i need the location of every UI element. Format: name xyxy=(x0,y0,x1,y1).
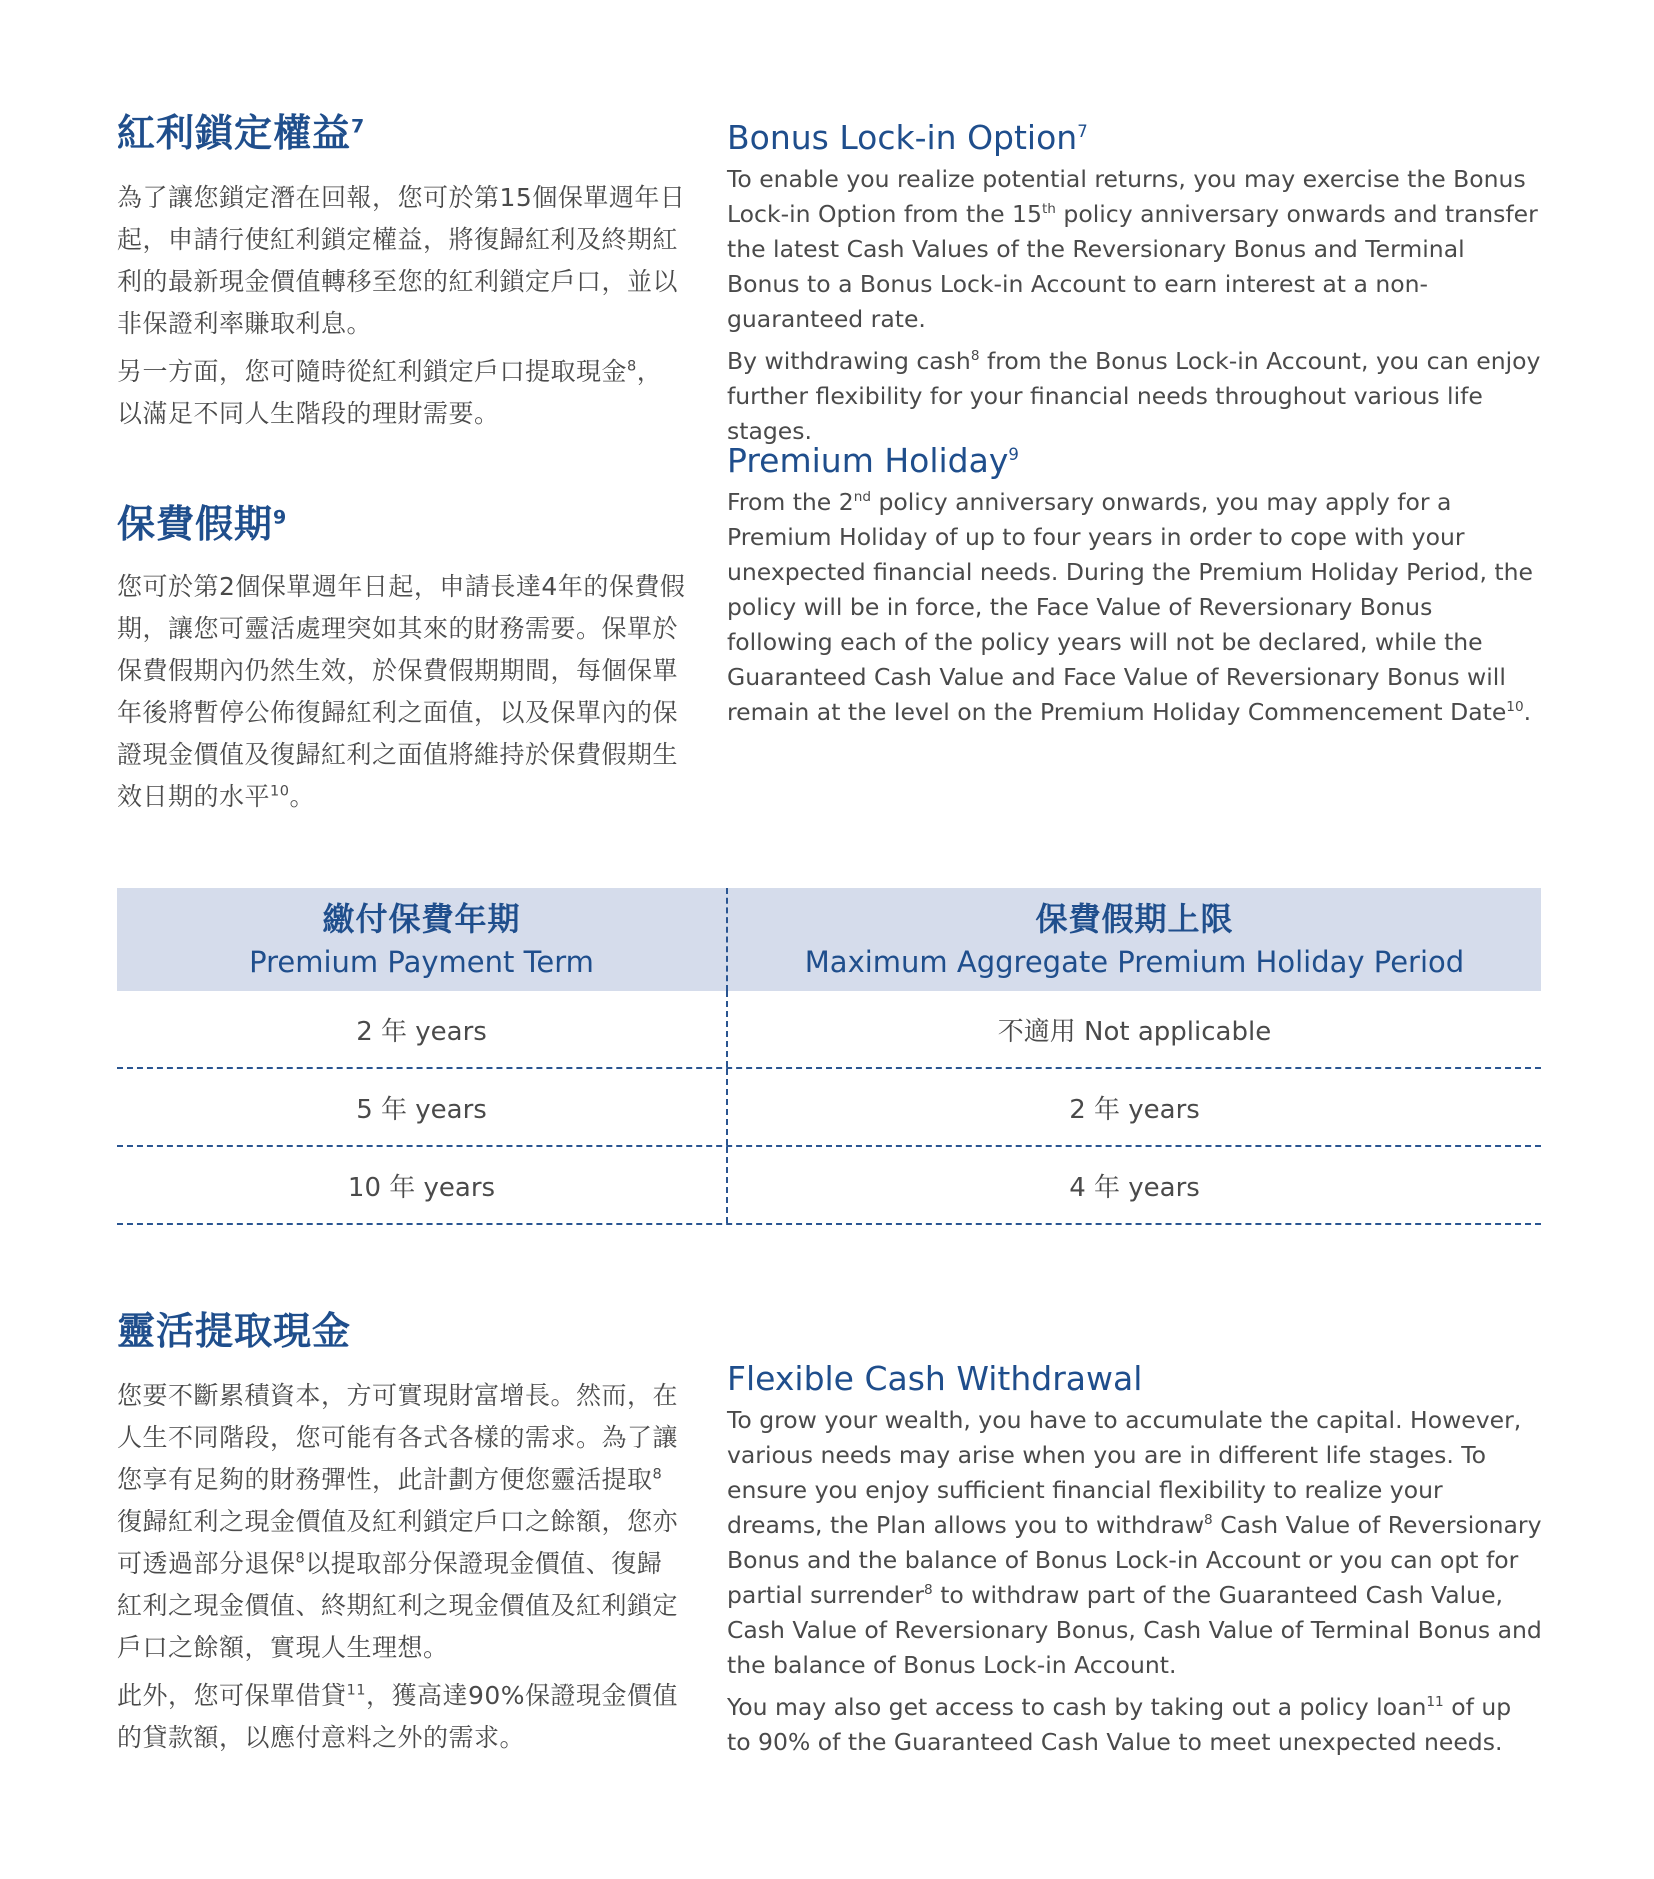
bonus-lock-zh-title: 紅利鎖定權益$^7$ xyxy=(117,111,366,155)
withdrawal-en-title: Flexible Cash Withdrawal xyxy=(727,1359,1143,1398)
table-cell-max: 4 年 years xyxy=(726,1147,1541,1223)
table-row xyxy=(117,991,1541,1069)
table-header xyxy=(117,888,1541,991)
table-row xyxy=(117,1147,1541,1225)
table-row xyxy=(117,1069,1541,1147)
premium-holiday-en-section xyxy=(727,439,1542,730)
withdrawal-zh-para-2: 此外，您可保單借貸$^{11}$，獲高達90%保證現金價值的貸款額，以應付意料之外的需求。 xyxy=(117,1681,679,1752)
premium-holiday-zh-para: 您可於第2個保單週年日起，申請長達4年的保費假期，讓您可靈活處理突如其來的財務需要。保單於保費假期內仍然生效，於保費假期期間，每個保單年後將暫停公佈復歸紅利之面值，以及保單內的保證現金價值及復歸紅利之面值將維持於保費假期生效日期的水平$^{10}$。 xyxy=(117,572,686,811)
table-header-term: 繳付保費年期 Premium Payment Term xyxy=(249,899,594,979)
bonus-lock-zh-para-1: 為了讓您鎖定潛在回報，您可於第15個保單週年日起，申請行使紅利鎖定權益，將復歸紅利及終期紅利的最新現金價值轉移至您的紅利鎖定戶口，並以非保證利率賺取利息。 xyxy=(117,183,686,338)
bonus-lock-en-para-2: By withdrawing cash$^8$ from the Bonus Lock-in Account, you can enjoy further flexibility for your financial needs throughout various life stages. xyxy=(727,347,1541,445)
table-cell-term: 2 年 years xyxy=(356,1016,487,1047)
bonus-lock-en-section xyxy=(727,116,1542,449)
withdrawal-en-para-1: To grow your wealth, you have to accumulate the capital. However, various needs may arise when you are in different life stages. To ensure you enjoy sufficient financial flexibility to realize your dreams, the Plan allows you to withdraw$^8$ Cash Value of Reversionary Bonus and the balance of Bonus Lock-in Account or you can opt for partial surrender$^8$ to withdraw part of the Guaranteed Cash Value, Cash Value of Reversionary Bonus, Cash Value of Terminal Bonus and the balance of Bonus Lock-in Account. xyxy=(727,1406,1542,1679)
table-cell-max: 不適用 Not applicable xyxy=(726,991,1541,1067)
table-header-max-holiday: 保費假期上限 Maximum Aggregate Premium Holiday Period xyxy=(726,888,1541,991)
withdrawal-zh-section xyxy=(117,1307,687,1759)
withdrawal-zh-title: 靈活提取現金 xyxy=(117,1309,352,1353)
premium-holiday-zh-section xyxy=(117,500,687,818)
table-cell-term: 5 年 years xyxy=(356,1094,487,1125)
premium-holiday-en-para: From the 2nd policy anniversary onwards, you may apply for a Premium Holiday of up to four years in order to cope with your unexpected financial needs. During the Premium Holiday Period, the policy will be in force, the Face Value of Reversionary Bonus following each of the policy years will not be declared, while the Guaranteed Cash Value and Face Value of Reversionary Bonus will remain at the level on the Premium Holiday Commencement Date$^{10}$. xyxy=(727,488,1533,726)
bonus-lock-zh-section xyxy=(117,109,687,435)
bonus-lock-zh-para-2: 另一方面，您可隨時從紅利鎖定戶口提取現金$^8$，以滿足不同人生階段的理財需要。 xyxy=(117,357,663,428)
withdrawal-en-para-2: You may also get access to cash by taking out a policy loan$^{11}$ of up to 90% of the Guaranteed Cash Value to meet unexpected needs. xyxy=(727,1693,1512,1756)
bonus-lock-en-para-1: To enable you realize potential returns, you may exercise the Bonus Lock-in Option from the 15th policy anniversary onwards and transfer the latest Cash Values of the Reversionary Bonus and Terminal Bonus to a Bonus Lock-in Account to earn interest at a non-guaranteed rate. xyxy=(727,165,1538,333)
bonus-lock-en-title: Bonus Lock-in Option$^7$ xyxy=(727,118,1088,157)
withdrawal-en-section xyxy=(727,1357,1542,1760)
table-cell-max: 2 年 years xyxy=(726,1069,1541,1145)
premium-holiday-zh-title: 保費假期$^9$ xyxy=(117,502,288,546)
premium-holiday-en-title: Premium Holiday$^9$ xyxy=(727,441,1019,480)
withdrawal-zh-para-1: 您要不斷累積資本，方可實現財富增長。然而，在人生不同階段，您可能有各式各樣的需求。為了讓您享有足夠的財務彈性，此計劃方便您靈活提取$^8$復歸紅利之現金價值及紅利鎖定戶口之餘額，您亦可透過部分退保$^8$以提取部分保證現金價值、復歸紅利之現金價值、終期紅利之現金價值及紅利鎖定戶口之餘額，實現人生理想。 xyxy=(117,1381,679,1662)
table-cell-term: 10 年 years xyxy=(347,1172,496,1203)
premium-holiday-table xyxy=(117,888,1541,1225)
